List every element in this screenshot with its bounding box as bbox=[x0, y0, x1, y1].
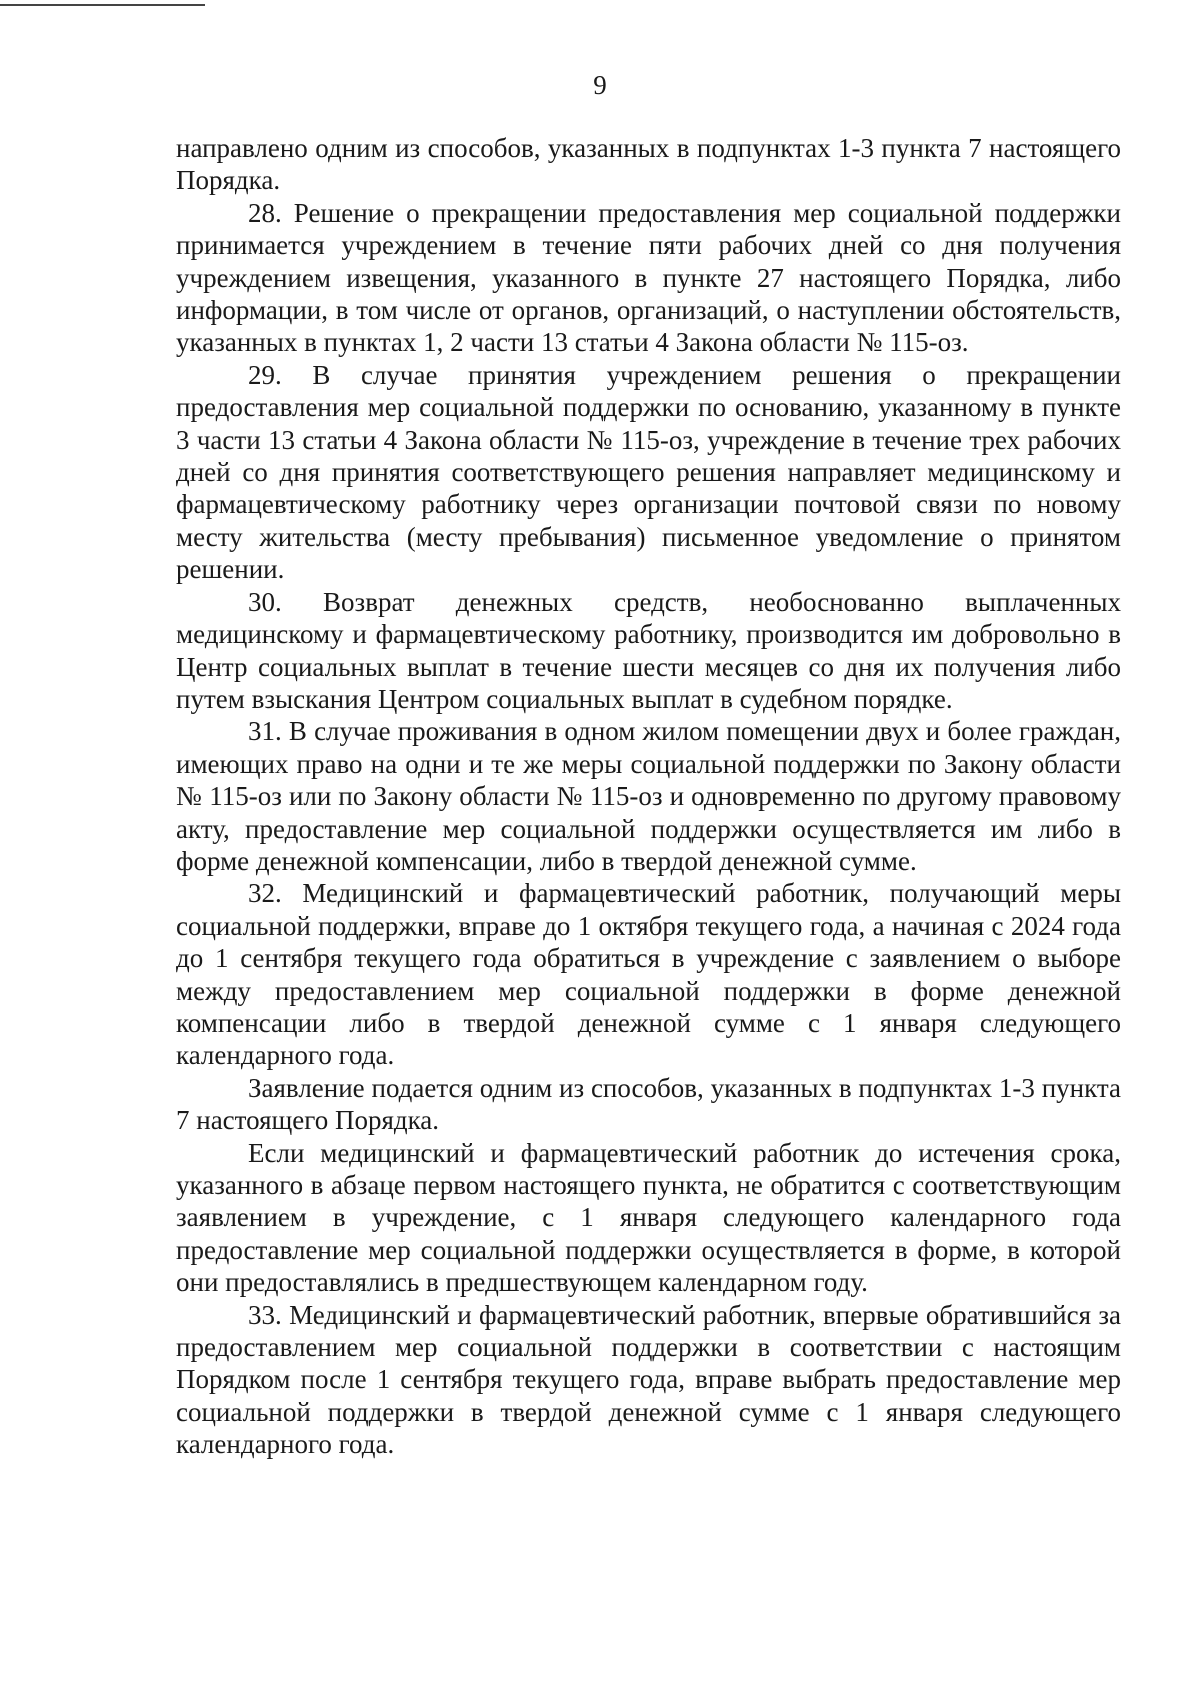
paragraph-item-31: 31. В случае проживания в одном жилом помещении двух и более граждан, имеющих право на одни и те же меры социальной поддержки по Закону области № 115-оз или по Закону области № 115-оз и одновременно по другому правовому акту, предоставление мер социальной поддержки осуществляется им либо в форме денежной компенсации, либо в твердой денежной сумме. bbox=[176, 716, 1121, 876]
paragraph-item-32: 32. Медицинский и фармацевтический работник, получающий меры социальной поддержки, вправе до 1 октября текущего года, а начиная с 2024 года до 1 сентября текущего года обратиться в учреждение с заявлением о выборе между предоставлением мер социальной поддержки в форме денежной компенсации либо в твердой денежной сумме с 1 января следующего календарного года. bbox=[176, 878, 1121, 1071]
paragraph-item-33: 33. Медицинский и фармацевтический работник, впервые обратившийся за предоставлением мер социальной поддержки в соответствии с настоящим Порядком после 1 сентября текущего года, вправе выбрать предоставление мер социальной поддержки в твердой денежной сумме с 1 января следующего календарного года. bbox=[176, 1299, 1121, 1460]
paragraph-default-form: Если медицинский и фармацевтический работник до истечения срока, указанного в абзаце первом настоящего пункта, не обратится с соответствующим заявлением в учреждение, с 1 января следующего календарного года предоставление мер социальной поддержки осуществляется в форме, в которой они предоставлялись в предшествующем календарном году. bbox=[176, 1137, 1121, 1298]
page-number: 9 bbox=[593, 70, 607, 100]
top-edge-rule bbox=[0, 4, 205, 6]
paragraph-item-29: 29. В случае принятия учреждением решения о прекращении предоставления мер социальной поддержки по основанию, указанному в пункте 3 части 13 статьи 4 Закона области № 115-оз, учреждение в течение трех рабочих дней со дня принятия соответствующего решения направляет медицинскому и фармацевтическому работнику через организации почтовой связи по новому месту жительства (месту пребывания) письменное уведомление о принятом решении. bbox=[176, 359, 1121, 585]
paragraph-item-28: 28. Решение о прекращении предоставления мер социальной поддержки принимается учреждением в течение пяти рабочих дней со дня получения учреждением извещения, указанного в пункте 27 настоящего Порядка, либо информации, в том числе от органов, организаций, о наступлении обстоятельств, указанных в пунктах 1, 2 части 13 статьи 4 Закона области № 115-оз. bbox=[176, 197, 1121, 358]
document-body bbox=[176, 132, 1121, 1461]
paragraph-item-30: 30. Возврат денежных средств, необоснованно выплаченных медицинскому и фармацевтическому работнику, производится им добровольно в Центр социальных выплат в течение шести месяцев со дня их получения либо путем взыскания Центром социальных выплат в судебном порядке. bbox=[176, 586, 1121, 714]
paragraph-continuation: направлено одним из способов, указанных в подпунктах 1-3 пункта 7 настоящего Порядка. bbox=[176, 133, 1121, 196]
paragraph-application: Заявление подается одним из способов, указанных в подпунктах 1-3 пункта 7 настоящего Порядка. bbox=[176, 1072, 1121, 1136]
